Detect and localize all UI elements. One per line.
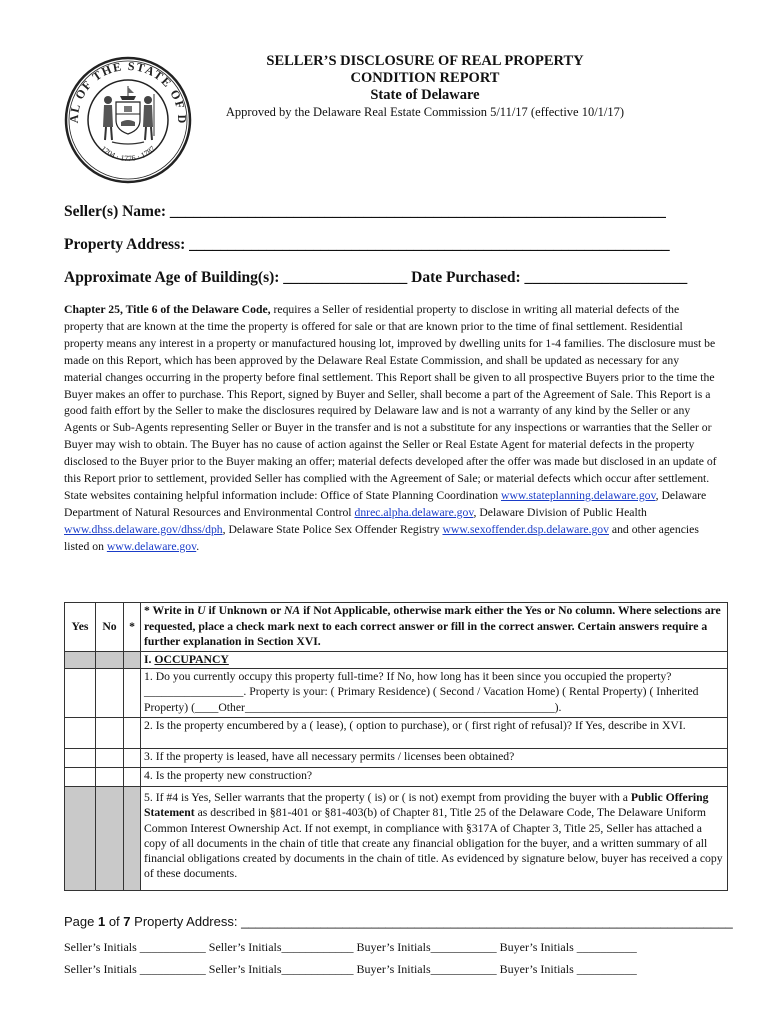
instructions-text: if Unknown or <box>205 604 284 617</box>
shaded-cell <box>65 787 96 891</box>
instructions-u: U <box>197 604 206 617</box>
intro-lead: Chapter 25, Title 6 of the Delaware Code, <box>64 303 271 316</box>
no-column-header: No <box>96 603 124 652</box>
section-heading <box>141 652 728 669</box>
instructions-text: if Not Applicable, otherwise mark either the Yes or No column. Where selections are requested, place a check mark next to each correct answer or fill in the correct answer. Certain answers require a further explanation in Section XVI. <box>144 604 721 648</box>
section-number: I. <box>144 653 155 666</box>
initials-row-2[interactable]: Seller’s Initials ___________ Seller’s Initials____________ Buyer’s Initials___________ Buyer’s Initials __________ <box>64 962 637 976</box>
intro-text: , Delaware Division of Public Health <box>473 505 647 519</box>
question-row <box>65 787 728 891</box>
question-row <box>65 749 728 768</box>
q3-no-box[interactable] <box>96 749 124 768</box>
intro-text: . <box>196 539 200 553</box>
star-column-header: * <box>124 603 141 652</box>
property-address-field[interactable]: Property Address: ______________________________________________________________ <box>64 236 670 253</box>
q2-yes-box[interactable] <box>65 718 96 749</box>
q2-no-box[interactable] <box>96 718 124 749</box>
seal-dates: 1704 · 1776 · 1787 <box>99 144 157 164</box>
question-row <box>65 669 728 718</box>
sellers-name-field[interactable]: Seller(s) Name: ________________________________________________________________ <box>64 203 666 220</box>
intro-paragraph <box>64 302 719 556</box>
q3-star-box[interactable] <box>124 749 141 768</box>
yes-column-header: Yes <box>65 603 96 652</box>
seal-text: AL OF THE STATE OF D <box>66 58 190 125</box>
q3-yes-box[interactable] <box>65 749 96 768</box>
intro-text: , Delaware State Police Sex Offender Registry <box>222 522 443 536</box>
svg-text:1704 · 1776 · 1787 <box>99 144 157 163</box>
shaded-cell <box>124 652 141 669</box>
q5-bold: Public Offering Statement <box>144 791 709 820</box>
form-title-line1: SELLER’S DISCLOSURE OF REAL PROPERTY <box>266 53 584 69</box>
footer-property-address[interactable]: Property Address: ____________________________________________________________________ <box>130 914 733 929</box>
q5-text: as described in §81-401 or §81-403(b) of Chapter 81, Title 25 of the Delaware Code, The Delaware Uniform Common Interest Ownership Act. If not exempt, in compliance with §317A of Chapter 3, Title 25, Seller has attached a copy of all documents in the chain of title that create any financial obligation for the buyer, and a written summary of all financial obligations created by documents in the chain of title. As evidenced by signature below, buyer has received a copy of these documents. <box>144 806 723 881</box>
table-header-row <box>65 603 728 652</box>
question-1: 1. Do you currently occupy this property full-time? If No, how long has it been since you occupied the property? _________________. Property is your: ( Primary Residence) ( Second / Vacation Home) ( Rental Property) ( Inherited Property) (____Other_____________________________________________________). <box>141 669 728 718</box>
form-title-state: State of Delaware <box>370 87 480 103</box>
question-3: 3. If the property is leased, have all necessary permits / licenses been obtained? <box>141 749 728 768</box>
page-label: of <box>105 914 124 929</box>
page-footer <box>64 914 733 929</box>
link-dnrec[interactable]: dnrec.alpha.delaware.gov <box>354 505 474 519</box>
instructions-text: * Write in <box>144 604 198 617</box>
delaware-state-seal <box>64 56 192 184</box>
form-title-line2: CONDITION REPORT <box>350 70 500 86</box>
question-2: 2. Is the property encumbered by a ( lease), ( option to purchase), or ( first right of refusal)? If Yes, describe in XVI. <box>141 718 728 749</box>
age-and-date-purchased-field[interactable]: Approximate Age of Building(s): ________________ Date Purchased: _____________________ <box>64 269 688 286</box>
page-total: 7 <box>123 914 131 929</box>
shaded-cell <box>96 652 124 669</box>
shaded-cell <box>96 787 124 891</box>
question-5 <box>141 787 728 891</box>
shaded-cell <box>124 787 141 891</box>
occupancy-table <box>64 602 728 891</box>
q4-no-box[interactable] <box>96 768 124 787</box>
intro-text: , Delaware Department of Natural Resources and Environmental Control <box>64 488 707 519</box>
question-row <box>65 768 728 787</box>
initials-row-1[interactable]: Seller’s Initials ___________ Seller’s Initials____________ Buyer’s Initials___________ Buyer’s Initials __________ <box>64 940 637 954</box>
page-label: Page <box>64 914 98 929</box>
approval-note: Approved by the Delaware Real Estate Commission 5/11/17 (effective 10/1/17) <box>225 105 625 119</box>
question-row <box>65 718 728 749</box>
q4-yes-box[interactable] <box>65 768 96 787</box>
q1-yes-box[interactable] <box>65 669 96 718</box>
q2-star-box[interactable] <box>124 718 141 749</box>
section-title: OCCUPANCY <box>154 653 229 666</box>
q4-star-box[interactable] <box>124 768 141 787</box>
section-row <box>65 652 728 669</box>
q1-star-box[interactable] <box>124 669 141 718</box>
intro-body: requires a Seller of residential property to disclose in writing all material defects of the property that are known at the time the property is offered for sale or that are known prior to the time of final settlement. Residential property means any interest in a property or manufactured housing lot, improved by dwelling units for 1-4 families. The disclosure must be made on this Report, which has been approved by the Delaware Real Estate Commission, and shall be updated as necessary for any material changes occurring in the property before final settlement. This Report shall be given to all prospective Buyers prior to the time the Buyer makes an offer to purchase. This Report, signed by Buyer and Seller, shall become a part of the Agreement of Sale. This Report is a good faith effort by the Seller to make the disclosures required by Delaware law and is not a warranty of any kind by the Seller or any Agents or Sub-Agents representing Seller or Buyer in the transfer and is not a substitute for any inspections or warranties that the Seller or Buyer may wish to obtain. The Buyer has no cause of action against the Seller or Real Estate Agent for material defects in the property disclosed to the Buyer prior to the Buyer making an offer; material defects developed after the offer was made but disclosed in an update of this Report prior to settlement, provided Seller has complied with the Agreement of Sale; or material defects which occur after settlement. State websites containing helpful information include: Office of State Planning Coordination <box>64 303 717 502</box>
link-delaware-gov[interactable]: www.delaware.gov <box>106 539 197 553</box>
link-dhss[interactable]: www.dhss.delaware.gov/dhss/dph <box>64 522 223 536</box>
q1-no-box[interactable] <box>96 669 124 718</box>
link-sexoffender[interactable]: www.sexoffender.dsp.delaware.gov <box>442 522 609 536</box>
link-stateplanning[interactable]: www.stateplanning.delaware.gov <box>501 488 656 502</box>
page-number: 1 <box>97 914 106 929</box>
q5-text: 5. If #4 is Yes, Seller warrants that the property ( is) or ( is not) exempt from providing the buyer with a <box>144 791 631 804</box>
question-4: 4. Is the property new construction? <box>141 768 728 787</box>
shaded-cell <box>65 652 96 669</box>
intro-text: and other agencies listed on <box>64 522 699 553</box>
instructions-na: NA <box>283 604 301 617</box>
instructions <box>141 603 728 652</box>
